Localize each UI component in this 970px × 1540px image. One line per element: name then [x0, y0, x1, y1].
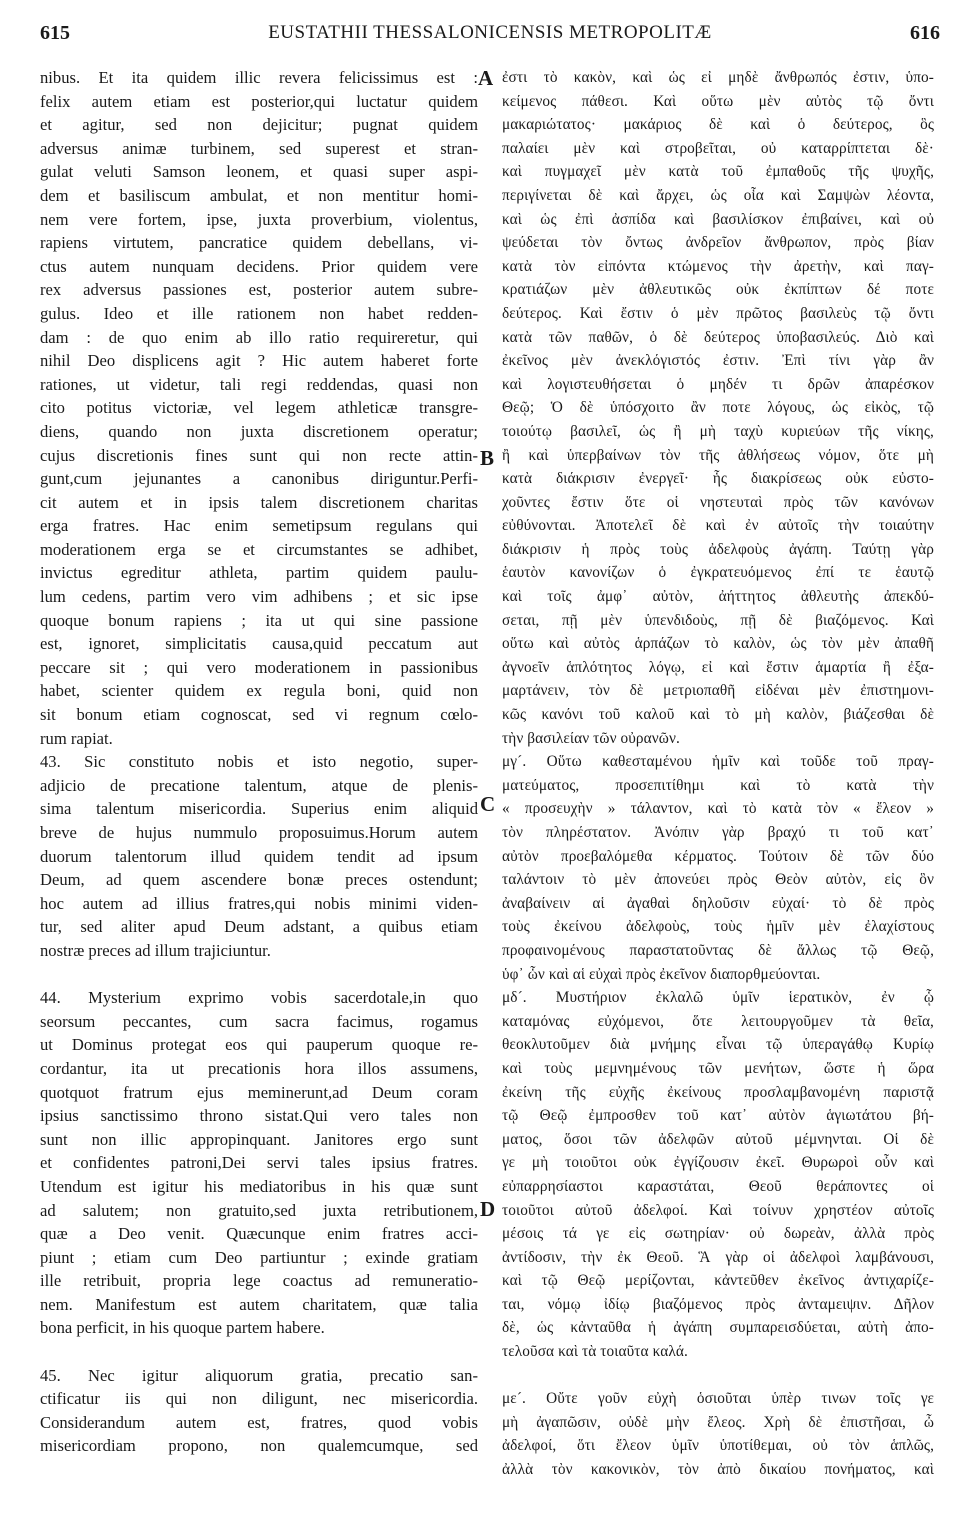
- text-line: μαρτάνειν, τὸν δὲ μετριοπαθῆ εἰδέναι μὲν ἐπιστημονι-: [502, 682, 934, 700]
- greek-column: [502, 66, 934, 1482]
- text-line: δὲ, ὡς κἀνταῦθα ἡ ἀγάπη συμπαρεισδύεται, αὐτὴ ἀπο-: [502, 1319, 934, 1337]
- text-line: καὶ ὡς ἐπὶ ἀσπίδα καὶ βασιλίσκον ἐπιβαίνει, καὶ οὐ: [502, 210, 934, 228]
- text-line: gunt,cum jejunantes a canonibus diriguntur.Perfi-: [40, 469, 478, 489]
- text-line: quoque bonum rapiens ; ita ut qui sine passione: [40, 610, 478, 630]
- text-line: rex adversus passiones est, posterior autem subre-: [40, 280, 478, 300]
- latin-column: [40, 66, 478, 1458]
- text-line: tur, sed aliter apud Deum adstant, a quibus etiam: [40, 917, 478, 937]
- text-line: καὶ τοὺς μεμνημένους τῶν μενήτων, ὥστε ἡ ὥρα: [502, 1059, 934, 1077]
- text-line: cit autem et in ipsis talem discretionem charitas: [40, 492, 478, 512]
- paragraph-gap: [40, 963, 478, 987]
- page-number-left: 615: [40, 22, 70, 44]
- text-line: et confidentes patroni,Dei servi tales ipsius fratres.: [40, 1153, 478, 1173]
- text-line: μδ´. Μυστήριον ἐκλαλῶ ὑμῖν ἱερατικὸν, ἐν ᾧ: [502, 989, 934, 1007]
- text-line: nem. Manifestum est autem charitatem, quæ talia: [40, 1294, 478, 1314]
- page-number-right: 616: [910, 22, 940, 44]
- text-line: εὐπαρρησίαστοι καραστάται, Θεοῦ θεράποντες οἱ: [502, 1177, 934, 1195]
- text-line: ut Dominus protegat eos qui pauperum quoque re-: [40, 1035, 478, 1055]
- text-line: Considerandum autem est, fratres, quod vobis: [40, 1412, 478, 1432]
- paragraph-gap: [502, 1364, 934, 1388]
- running-title: EUSTATHII THESSALONICENSIS METROPOLITÆ: [268, 22, 712, 43]
- text-line: τὴν βασιλείαν τῶν οὐρανῶν.: [502, 729, 680, 747]
- text-line: est, ignoret, simplicitatis causa,quid peccatum aut: [40, 634, 478, 654]
- text-line: rum rapiat.: [40, 728, 113, 748]
- text-line: τοιοῦτοι αὐτοῦ ἀδελφοί. Καὶ τοίνυν χρηστέον αὐτοῖς: [502, 1201, 934, 1219]
- text-line: quæ a Deo venit. Quæcunque enim fratres acci-: [40, 1224, 478, 1244]
- text-line: breve de hujus nummulo proposuimus.Horum autem: [40, 823, 478, 842]
- text-line: με´. Οὔτε γοῦν εὐχὴ ὁσιοῦται ὑπὲρ τινων τοῖς γε: [502, 1390, 934, 1408]
- text-line: moderationem erga se et circumstantes se adhibet,: [40, 539, 478, 559]
- text-line: sima talentum misericordia. Superius enim aliquid: [40, 799, 478, 819]
- text-line: καὶ τοῖς ἀμφ᾽ αὐτὸν, ἀήττητος ἀθλευτὴς ἀπεκδύ-: [502, 588, 934, 606]
- text-line: bona perficit, in his quoque partem habere.: [40, 1318, 325, 1338]
- text-line: ἐκεῖνος μὲν ἀνεκλόγιστός ἐστιν. Ἐπὶ τίνι γὰρ ἂν: [502, 352, 934, 370]
- text-line: μὴ ἀγαπῶσιν, οὐδὲ μὴν ἔλεος. Χρὴ δὲ ἐπιστῆσαι, ὦ: [502, 1413, 934, 1431]
- text-line: ἀλλὰ τὸν κακονικὸν, τὸν ἀπὸ δικαίου πονήματος, καὶ: [502, 1461, 934, 1479]
- text-line: hoc autem ad illius fratres,qui nobis minimi viden-: [40, 893, 478, 913]
- text-line: cito potitus victoriæ, vel legem athleticæ transgre-: [40, 398, 478, 418]
- text-line: δεύτερος. Καὶ ἔστιν ὁ μὲν πρῶτος βασιλεὺς τῷ ὄντι: [502, 304, 934, 322]
- text-line: habet, scienter quidem ex regula boni, quid non: [40, 681, 478, 701]
- text-line: καὶ λογιστευθήσεται ὁ μηδέν τι δρῶν ἀπαρέσκον: [502, 375, 934, 393]
- text-line: ctus autem nunquam decidens. Prior quidem vere: [40, 256, 478, 276]
- text-line: εὐθύνονται. Ἀποτελεῖ δὲ καὶ ἐν αὐτοῖς τὴν τοιαύτην: [502, 517, 934, 535]
- text-line: τοὺς ἐκείνου ἀδελφοὺς, τοὺς ἡμῖν μὲν ἐλαχίστους: [502, 918, 934, 936]
- text-line: Deum, ad quem ascendere bonæ preces ostendunt;: [40, 870, 478, 890]
- text-line: ταλάντοιν τὸ μὲν ἀπονεύει πρὸς Θεὸν αὐτὸν, εἰς ὃν: [502, 871, 934, 889]
- text-line: παλαίει μὲν καὶ στροβεῖται, οὐ καταρρίπτεται δὲ·: [502, 139, 934, 157]
- text-line: ψεύδεται τὸν ὄντως ἀνδρεῖον ἄνθρωπον, πρὸς βίαν: [502, 234, 934, 252]
- text-line: nem vere fortem, ipse, juxta proverbium, violentus,: [40, 209, 478, 229]
- text-line: κῶς κανόνι τοῦ καλοῦ καὶ τὸ μὴ καλὸν, βιάζεσθαι δὲ: [502, 706, 934, 724]
- text-line: τὸν πληρέστατον. Ἀνόπιν γὰρ βραχύ τι τοῦ κατ᾽: [502, 824, 934, 841]
- text-line: κατὰ τὸν εἰπόντα κτώμενος τὴν ἀρετὴν, καὶ παγ-: [502, 257, 934, 275]
- text-line: peccare sit ; qui vero moderationem in passionibus: [40, 657, 478, 677]
- text-line: ἢ καὶ ὑπερβαίνων τὸν τῆς ἀθλήσεως νόμον, ὅτε μὴ: [502, 446, 934, 464]
- text-line: μακαριώτατος· μακάριος δὲ καὶ ὁ δεύτερος, ὃς: [502, 116, 934, 134]
- text-line: nibus. Et ita quidem illic revera felicissimus est :: [40, 68, 478, 87]
- text-line: ἀδελφοί, ὅτι ἔλεον ὑμῖν ὑποτίθεμαι, οὐ τὸν ἁπλῶς,: [502, 1437, 934, 1455]
- text-line: 45. Nec igitur aliquorum gratia, precatio san-: [40, 1365, 478, 1385]
- text-line: invictus egreditur athleta, partim quidem paulu-: [40, 563, 478, 583]
- text-line: κατὰ τῶν παθῶν, ὁ δὲ δεύτερος ὑποβασιλεύς. Διὸ καὶ: [502, 328, 934, 346]
- text-line: περιγίνεται δὲ καὶ ἄρχει, ὡς οἷα καὶ Σαμψὼν λέοντα,: [502, 186, 934, 204]
- text-line: προφαινομένους παραστατοῦντας δὲ ἄλλως τῷ Θεῷ,: [502, 941, 934, 959]
- text-line: τοιούτῳ βασιλεῖ, ὡς ἢ μὴ ταχὺ κυριεύων τῆς νίκης,: [502, 422, 934, 440]
- text-line: ἀντίδοσιν, τὴν ἐκ Θεοῦ. Ἃ γὰρ οἱ ἀδελφοὶ λαμβάνουσι,: [502, 1248, 934, 1266]
- text-line: ipsius sanctissimo throno sistat.Qui vero tales non: [40, 1106, 478, 1126]
- text-line: τῷ Θεῷ ἐμπροσθεν τοῦ κατ᾽ αὐτὸν ἁγιωτάτου βή-: [502, 1107, 934, 1125]
- margin-marker-a: A: [478, 66, 494, 90]
- text-line: χοῦντες ἔστιν ὅτε οἱ νηστευταὶ πρὸς τῶν κανόνων: [502, 493, 934, 511]
- text-line: ἐστι τὸ κακὸν, καὶ ὡς εἰ μηδὲ ἄνθρωπός ἐστιν, ὑπο-: [502, 69, 934, 86]
- text-line: ὑφ᾽ ὧν καὶ αἱ εὐχαὶ πρὸς ἐκεῖνον διαπορθμεύονται.: [502, 965, 821, 983]
- text-line: felix autem etiam est posterior,qui luctatur quidem: [40, 91, 478, 111]
- text-line: ἀγνοεῖν ἁπλότητος λόγῳ, εἰ καὶ ἔστιν ἁμαρτία ἢ ἐξα-: [502, 658, 934, 676]
- text-line: et agitur, sed non dejicitur; pugnat quidem: [40, 115, 478, 135]
- text-line: Utendum est igitur his mediatoribus in his quæ sunt: [40, 1176, 478, 1196]
- text-line: αὐτὸν προεβαλόμεθα κέρματος. Τούτοιν δὲ τῶν δύο: [502, 847, 934, 865]
- text-line: gulat veluti Samson leonem, et quasi super aspi-: [40, 162, 478, 182]
- text-line: καὶ τῷ Θεῷ μερίζονται, κἀντεῦθεν ἐκεῖνος ἀντιχαρίζε-: [502, 1272, 934, 1290]
- text-line: καταμόνας εὐχόμενοι, ὅτε λειτουργοῦμεν τὰ θεῖα,: [502, 1012, 934, 1030]
- text-line: nihil Deo displicens agit ? Hic autem haberet forte: [40, 351, 478, 371]
- text-line: lum cedens, partim vero vim adhibens ; et sic ipse: [40, 587, 478, 607]
- text-line: ἐκείνη τῆς εὐχῆς ἐκείνους προσλαμβανομένη παριστᾷ: [502, 1083, 934, 1101]
- text-line: nostræ preces ad illum trajiciuntur.: [40, 940, 271, 960]
- text-line: κατὰ διάκρισιν ἐνεργεῖ· ἧς διακρίσεως οὐκ εὐστο-: [502, 470, 934, 488]
- text-line: ille retribuit, propria lege coactus ad remuneratio-: [40, 1271, 478, 1291]
- text-line: ἑαυτὸν κανονίζων ὁ ἐγκρατευόμενος ἐπί τε ἑαυτῷ: [502, 564, 934, 582]
- text-line: adversus animæ turbinem, sed superest et stran-: [40, 138, 478, 158]
- margin-marker-b: B: [480, 446, 495, 470]
- paragraph-gap: [40, 1340, 478, 1364]
- text-line: piunt ; etiam cum Deo partiuntur ; exinde gratiam: [40, 1247, 478, 1267]
- text-line: seorsum peccantes, cum sacra facimus, rogamus: [40, 1011, 478, 1031]
- text-line: ματος, ὅσοι τῶν ἀδελφῶν αὐτοῦ μέμνηνται. Οἱ δὲ: [502, 1130, 934, 1148]
- text-line: μέσοις τά γε εἰς σωτηρίαν· οὐ δωρεὰν, ἀλλὰ πρὸς: [502, 1225, 934, 1243]
- text-line: οὕτω καὶ αὐτὸς ἁρπάζων τὸ καλὸν, ὡς τὸν μὲν ἀπαθῆ: [502, 635, 934, 653]
- text-line: cujus discretionis fines sunt qui non recte attin-: [40, 445, 478, 465]
- text-line: diens, quando non juxta discretionem operatur;: [40, 421, 478, 441]
- text-line: διάκρισιν ἡ πρὸς τοὺς ἀδελφοὺς ἀγάπη. Ταύτῃ γὰρ: [502, 540, 934, 558]
- text-line: 44. Mysterium exprimo vobis sacerdotale,in quo: [40, 988, 478, 1008]
- text-line: sit bonum etiam cognoscat, sed vi regnum cœlo-: [40, 705, 478, 725]
- text-line: erga fratres. Hac enim semetipsum regulans qui: [40, 516, 478, 536]
- text-line: adjicio de precatione talentum, atque de plenis-: [40, 775, 478, 795]
- text-line: quotquot fratrum ejus meminerunt,ad Deum coram: [40, 1082, 478, 1102]
- text-line: καὶ πυγμαχεῖ μὲν κατὰ τοῦ ἐμπαθοῦς τῆς ψυχῆς,: [502, 163, 934, 181]
- text-line: rapiens virtutem, pancratice quidem debellans, vi-: [40, 233, 478, 253]
- text-line: σεται, πῇ μὲν ὑπενδιδοὺς, πῇ δὲ βιαζόμενος. Καὶ: [502, 611, 934, 629]
- text-line: ctificatur iis qui non diligunt, nec misericordia.: [40, 1389, 478, 1409]
- text-line: ἀναβαίνειν αἱ ἀγαθαὶ δηλοῦσιν εὐχαί· τὸ δὲ πρὸς: [502, 894, 934, 912]
- margin-marker-d: D: [480, 1197, 496, 1221]
- text-line: ματεύματος, προσεπιτίθημι καὶ τὸ κατὰ τὴν: [502, 776, 934, 794]
- text-line: ad salutem; non gratuito,sed juxta retributionem,: [40, 1200, 478, 1220]
- text-line: misericordiam propono, non qualemcumque, sed: [40, 1436, 478, 1456]
- text-line: « προσευχὴν » τάλαντον, καὶ τὸ κατὰ τὸν « ἔλεον »: [502, 800, 934, 818]
- text-line: γε μὴ τοιοῦτοι οὐκ ἐγγίζουσιν ἐκεῖ. Θυρωροὶ οὖν καὶ: [502, 1154, 934, 1172]
- text-line: rationes, ut videtur, tali regi reddendas, quasi non: [40, 374, 478, 394]
- text-line: duorum talentorum illud quidem tendit ad ipsum: [40, 846, 478, 866]
- text-line: κείμενος πάθεσι. Καὶ οὕτω μὲν αὐτὸς τῷ ὄντι: [502, 92, 934, 110]
- margin-marker-c: C: [480, 792, 496, 816]
- text-line: ται, νόμῳ ἰδίῳ βιαζόμενος πρὸς ἀνταμειψιν. Δῆλον: [502, 1295, 934, 1313]
- text-line: κρατιάζων μὲν ἀθλευτικῶς οὐκ ἐκπίπτων δέ ποτε: [502, 281, 934, 299]
- text-line: sunt non illic appropinquant. Janitores ergo sunt: [40, 1129, 478, 1149]
- text-line: dem et basiliscum ambulat, et non mentitur homi-: [40, 185, 478, 205]
- text-line: τελοῦσα καὶ τὰ τοιαῦτα καλά.: [502, 1343, 688, 1361]
- text-line: Θεῷ; Ὁ δὲ ὑπόσχοιτο ἂν ποτε λόγους, ὡς εἰκὸς, τῷ: [502, 399, 934, 417]
- text-line: 43. Sic constituto nobis et isto negotio, super-: [40, 752, 478, 772]
- text-line: μγ´. Οὕτω καθεσταμένου ἡμῖν καὶ τοῦδε τοῦ πραγ-: [502, 753, 934, 771]
- page-header: [40, 22, 940, 52]
- text-line: cordantur, ita ut precationis hora illos assumens,: [40, 1058, 478, 1078]
- text-line: θεοκλυτοῦμεν διὰ μνήμης εἶναι τῷ ὑπεραγάθῳ Κυρίῳ: [502, 1036, 934, 1054]
- text-line: dam : de quo enim ab illo ratio requireretur, qui: [40, 327, 478, 347]
- text-line: gulus. Ideo et ille rationem non habet redden-: [40, 303, 478, 323]
